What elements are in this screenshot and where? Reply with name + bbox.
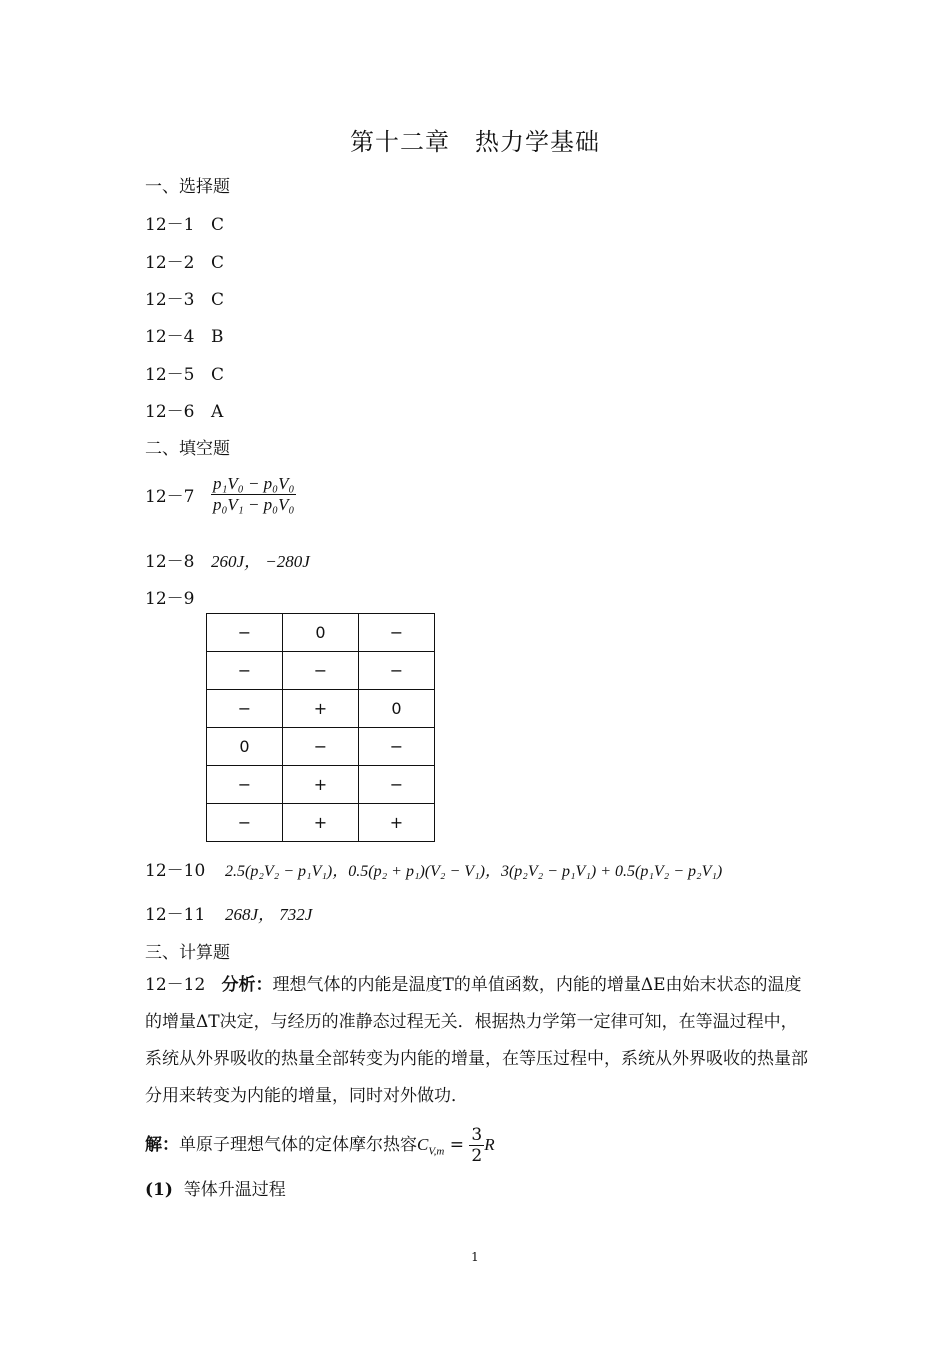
answer: 2.5(p₂V₂ − p₁V₁)，0.5(p₂ + p₁)(V₂ − V₁)，3(p₂V₂ − p₁V₁) + 0.5(p₁V₂ − p₂V₁) bbox=[225, 863, 723, 880]
sign-table-cell: 0 bbox=[359, 690, 435, 728]
fraction bbox=[469, 1125, 484, 1166]
choice-answer-row bbox=[145, 210, 224, 235]
question-number: 12－1 bbox=[145, 215, 195, 235]
sign-table-cell: − bbox=[359, 728, 435, 766]
fill-answer-row bbox=[145, 547, 310, 572]
question-number: 12－6 bbox=[145, 402, 195, 422]
choice-answer-row bbox=[145, 248, 224, 273]
sign-table-cell: − bbox=[207, 766, 283, 804]
sign-table-cell: + bbox=[283, 804, 359, 842]
answer: C bbox=[211, 253, 225, 273]
sign-table-cell: − bbox=[207, 690, 283, 728]
question-number: 12－9 bbox=[145, 589, 195, 609]
question-number: 12－12 bbox=[145, 975, 206, 995]
choice-answer-row bbox=[145, 322, 224, 347]
section-heading-calc: 三、计算题 bbox=[145, 943, 230, 963]
section-heading-choice: 一、选择题 bbox=[145, 177, 230, 197]
question-number: 12－4 bbox=[145, 327, 195, 347]
fraction-denominator: p₀V₁ − p₀V₀ bbox=[213, 495, 295, 514]
sign-table-row bbox=[207, 690, 435, 728]
answer: A bbox=[211, 402, 224, 422]
sign-table bbox=[206, 613, 435, 842]
sign-table-row bbox=[207, 804, 435, 842]
fill-answer-row bbox=[145, 856, 722, 881]
answer: B bbox=[211, 327, 224, 347]
cv-symbol: C bbox=[417, 1135, 429, 1154]
cv-subscript: V,m bbox=[428, 1145, 445, 1158]
step-label: (1) bbox=[145, 1180, 173, 1200]
answer: 268J， 732J bbox=[225, 905, 313, 924]
sign-table-row bbox=[207, 652, 435, 690]
solution-text: 单原子理想气体的定体摩尔热容 bbox=[179, 1135, 417, 1155]
choice-answer-row bbox=[145, 285, 224, 310]
sign-table-cell: + bbox=[283, 690, 359, 728]
answer: C bbox=[211, 215, 225, 235]
fraction-denominator: 2 bbox=[471, 1146, 483, 1166]
analysis-paragraph bbox=[145, 967, 810, 1115]
sign-table-cell: − bbox=[283, 652, 359, 690]
sign-table-cell: 0 bbox=[207, 728, 283, 766]
choice-answer-row bbox=[145, 397, 223, 422]
question-number: 12－11 bbox=[145, 905, 206, 925]
question-number: 12－7 bbox=[145, 487, 195, 507]
sign-table-cell: − bbox=[207, 652, 283, 690]
step-row bbox=[145, 1175, 286, 1200]
solution-label: 解： bbox=[145, 1135, 179, 1155]
sign-table-cell: 0 bbox=[283, 614, 359, 652]
answer: 260J， −280J bbox=[211, 552, 310, 571]
question-number: 12－2 bbox=[145, 253, 195, 273]
analysis-label: 分析： bbox=[221, 975, 273, 995]
section-heading-fill: 二、填空题 bbox=[145, 439, 230, 459]
sign-table-cell: − bbox=[359, 614, 435, 652]
fraction-numerator: 3 bbox=[471, 1125, 483, 1145]
solution-row bbox=[145, 1125, 495, 1166]
sign-table-row bbox=[207, 766, 435, 804]
page-number: 1 bbox=[471, 1250, 479, 1264]
fill-answer-row bbox=[145, 900, 312, 925]
equals-sign: = bbox=[444, 1135, 470, 1155]
sign-table-cell: − bbox=[283, 728, 359, 766]
question-number: 12－5 bbox=[145, 365, 195, 385]
step-text: 等体升温过程 bbox=[183, 1180, 286, 1200]
sign-table-row bbox=[207, 728, 435, 766]
sign-table-cell: − bbox=[359, 652, 435, 690]
fill-answer-row bbox=[145, 584, 211, 609]
chapter-title: 第十二章 热力学基础 bbox=[350, 128, 600, 156]
sign-table-cell: − bbox=[207, 614, 283, 652]
sign-table-cell: + bbox=[359, 804, 435, 842]
answer: C bbox=[211, 290, 225, 310]
fraction bbox=[211, 474, 296, 515]
analysis-text: 理想气体的内能是温度T的单值函数，内能的增量ΔE由始末状态的温度的增量ΔT决定，与经历的准静态过程无关．根据热力学第一定律可知，在等温过程中，系统从外界吸收的热量全部转变为内能的增量，在等压过程中，系统从外界吸收的热量部分用来转变为内能的增量，同时对外做功． bbox=[145, 975, 808, 1106]
sign-table-cell: − bbox=[207, 804, 283, 842]
question-number: 12－10 bbox=[145, 861, 206, 881]
fill-answer-row bbox=[145, 474, 296, 515]
fraction-numerator: p₁V₀ − p₀V₀ bbox=[213, 474, 295, 493]
choice-answer-row bbox=[145, 360, 224, 385]
sign-table-cell: + bbox=[283, 766, 359, 804]
answer: C bbox=[211, 365, 225, 385]
sign-table-cell: − bbox=[359, 766, 435, 804]
sign-table-row bbox=[207, 614, 435, 652]
gas-constant: R bbox=[484, 1135, 495, 1154]
question-number: 12－3 bbox=[145, 290, 195, 310]
question-number: 12－8 bbox=[145, 552, 195, 572]
